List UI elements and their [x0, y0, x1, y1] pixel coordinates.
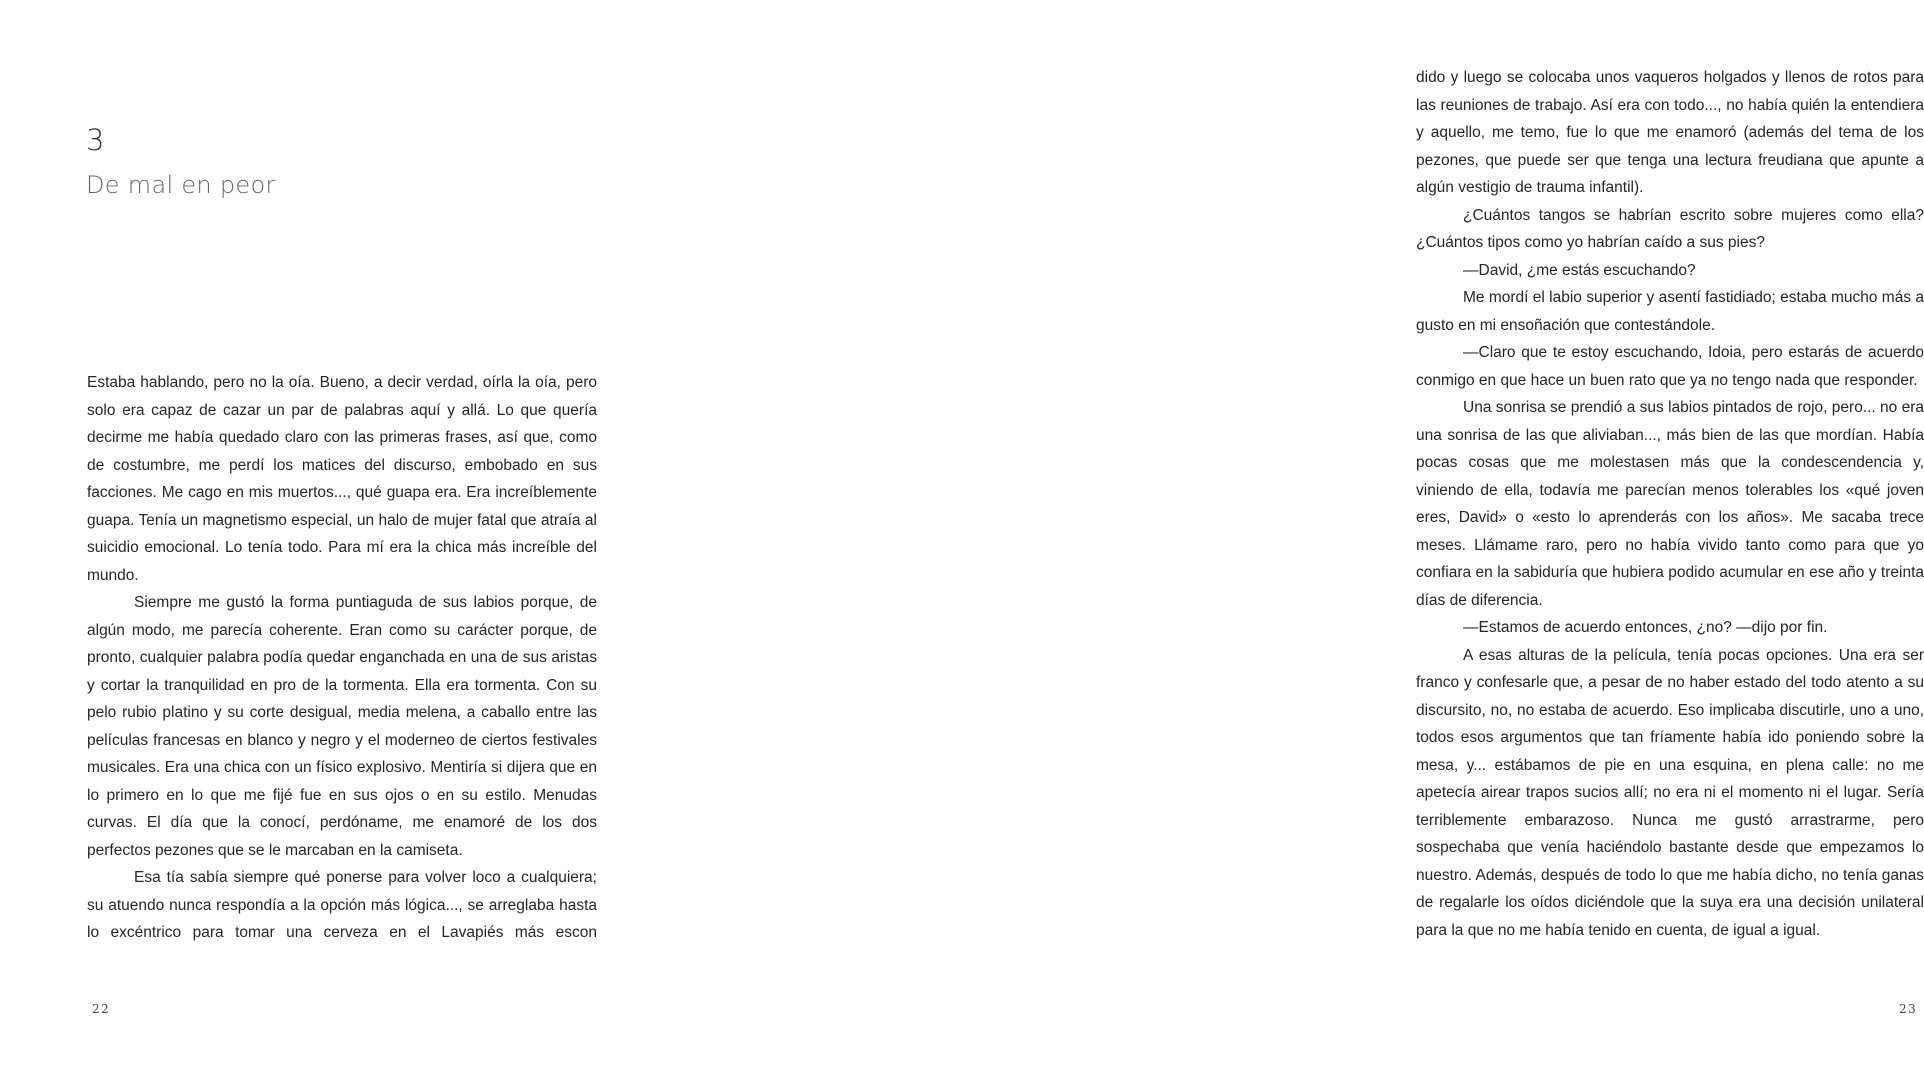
paragraph: A esas alturas de la película, tenía pocas opciones. Una era ser franco y confesarle que, a pesar de no haber estado del todo atento a su discursito, no, no estaba de acuerdo. Eso implicaba discutirle, uno a uno, todos esos argumentos que tan fríamente había ido poniendo sobre la mesa, y... estábamos de pie en una esquina, en plena calle: no me apetecía airear trapos sucios allí; no era ni el momento ni el lugar. Sería terriblemente embarazoso. Nunca me gustó arrastrarme, pero sospechaba que venía haciéndolo bastante desde que empezamos lo nuestro. Además, después de todo lo que me había dicho, no tenía ganas de regalarle los oídos diciéndole que la suya era una decisión unilateral para la que no me había tenido en cuenta, de igual a igual. [1416, 646, 1924, 939]
paragraph: dido y luego se colocaba unos vaqueros holgados y llenos de rotos para las reuniones de trabajo. Así era con todo..., no había quién la entendiera y aquello, me temo, fue lo que me enamoró (además del tema de los pezones, que puede ser que tenga una lectura freudiana que apunte a algún vestigio de trauma infantil). [1416, 69, 1924, 196]
dialogue-line: —David, ¿me estás escuchando? [1463, 261, 1696, 279]
right-page [670, 0, 1924, 1080]
dialogue-line: —Claro que te estoy escuchando, Idoia, pero estarás de acuerdo conmigo en que hace un buen rato que ya no tengo nada que responder. [1416, 344, 1924, 389]
paragraph: Siempre me gustó la forma puntiaguda de sus labios porque, de algún modo, me parecía coherente. Eran como su carácter porque, de pronto, cualquier palabra podía quedar enganchada en una de sus aristas y cortar la tranquilidad en pro de la tormenta. Ella era tormenta. Con su pelo rubio platino y su corte desigual, media melena, a caballo entre las películas francesas en blanco y negro y el moderneo de ciertos festivales musicales. Era una chica con un físico explosivo. Mentiría si dijera que en lo primero en lo que me fijé fue en sus ojos o en su estilo. Menudas curvas. El día que la conocí, perdóname, me enamoré de los dos perfectos pezones que se le marcaban en la camiseta. [87, 594, 597, 859]
paragraph: Esa tía sabía siempre qué ponerse para volver loco a cualquiera; su atuendo nunca respondía a la opción más lógica..., se arreglaba hasta lo excéntrico para tomar una cerveza en el Lavapiés más escon [87, 869, 597, 941]
chapter-title: De mal en peor [86, 171, 276, 199]
page-number: 22 [92, 1002, 111, 1016]
left-body-text [87, 369, 597, 947]
dialogue-line: —Estamos de acuerdo entonces, ¿no? —dijo por fin. [1463, 619, 1828, 636]
paragraph: ¿Cuántos tangos se habrían escrito sobre mujeres como ella? ¿Cuántos tipos como yo habrían caído a sus pies? [1416, 206, 1924, 251]
page-number: 23 [1899, 1002, 1918, 1016]
right-body-text [1416, 64, 1924, 944]
paragraph: Estaba hablando, pero no la oía. Bueno, a decir verdad, oírla la oía, pero solo era capaz de cazar un par de palabras aquí y allá. Lo que quería decirme me había quedado claro con las primeras frases, así que, como de costumbre, me perdí los matices del discurso, embobado en sus facciones. Me cago en mis muertos..., qué guapa era. Era increíblemente guapa. Tenía un magnetismo especial, un halo de mujer fatal que atraía al suicidio emocional. Lo tenía todo. Para mí era la chica más increíble del mundo. [87, 374, 597, 584]
paragraph: Una sonrisa se prendió a sus labios pintados de rojo, pero... no era una sonrisa de las que aliviaban..., más bien de las que mordían. Había pocas cosas que me molestasen más que la condescendencia y, viniendo de ella, todavía me parecían menos tolerables los «qué joven eres, David» o «esto lo aprenderás con los años». Me sacaba trece meses. Llámame raro, pero no había vivido tanto como para que yo confiara en la sabiduría que hubiera podido acumular en ese año y treinta días de diferencia. [1416, 399, 1924, 609]
left-page [0, 0, 670, 1080]
chapter-number: 3 [86, 123, 105, 157]
paragraph: Me mordí el labio superior y asentí fastidiado; estaba mucho más a gusto en mi ensoñación que contestándole. [1416, 289, 1924, 334]
